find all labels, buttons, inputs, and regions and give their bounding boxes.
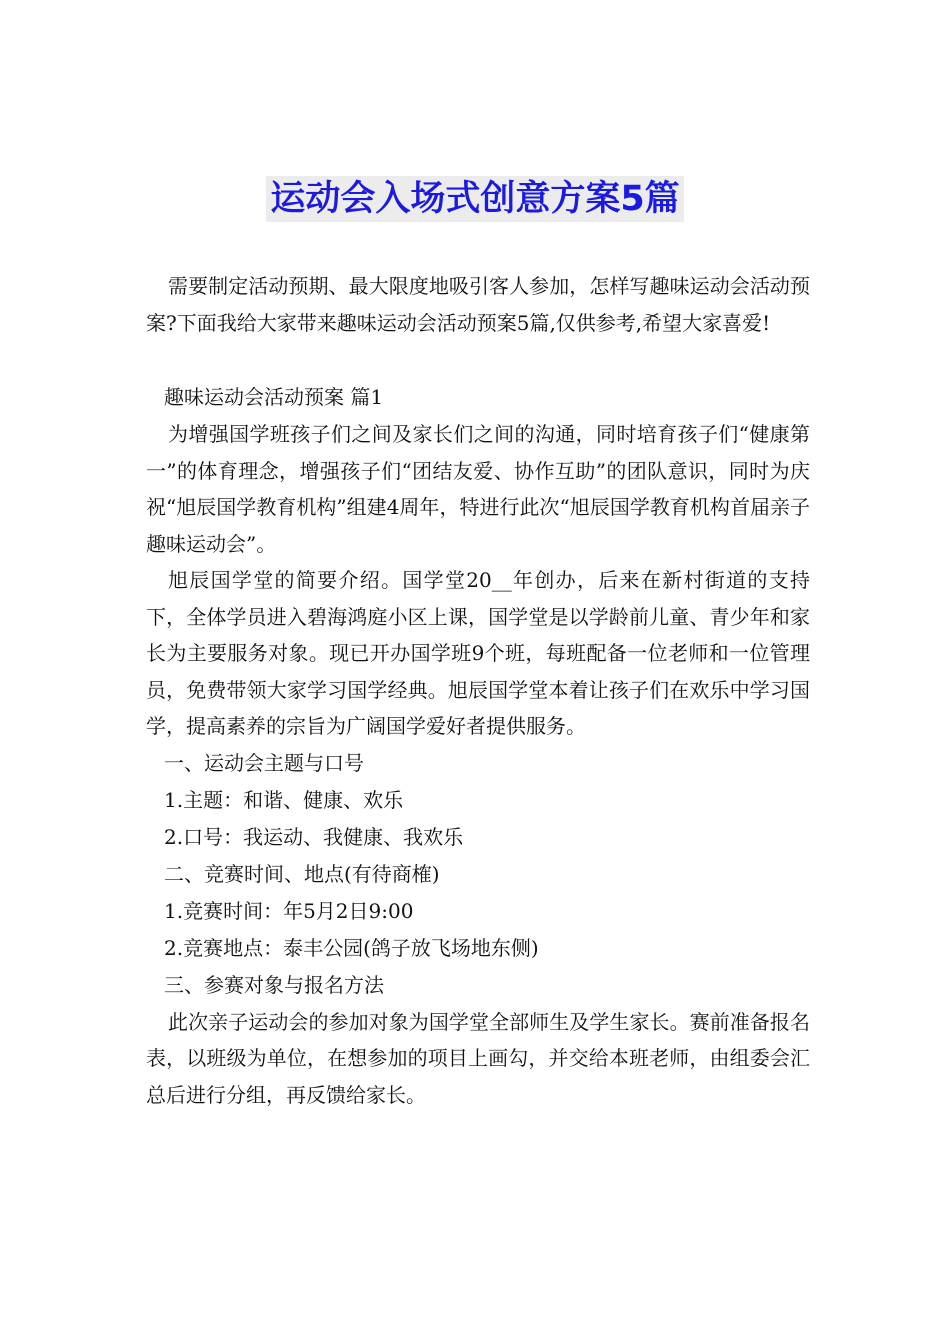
spacer — [146, 341, 810, 379]
heading-3: 三、参赛对象与报名方法 — [164, 972, 384, 997]
heading-1: 一、运动会主题与口号 — [164, 750, 364, 775]
title-wrap — [0, 176, 950, 222]
paragraph-2: 旭辰国学堂的简要介绍。国学堂20__年创办，后来在新村街道的支持下，全体学员进入碧海鸿庭小区上课，国学堂是以学龄前儿童、青少年和家长为主要服务对象。现已开办国学班9个班，每班配备一位老师和一位管理员，免费带领大家学习国学经典。旭辰国学堂本着让孩子们在欢乐中学习国学，提高素养的宗旨为广阔国学爱好者提供服务。 — [146, 568, 810, 738]
heading-1-item-1: 1.主题：和谐、健康、欢乐 — [164, 787, 404, 812]
heading-2: 二、竞赛时间、地点(有待商榷) — [164, 861, 440, 886]
paragraph-1: 为增强国学班孩子们之间及家长们之间的沟通，同时培育孩子们“健康第一”的体育理念，增强孩子们“团结友爱、协作互助”的团队意识，同时为庆祝“旭辰国学教育机构”组建4周年，特进行此次“旭辰国学教育机构首届亲子趣味运动会”。 — [146, 422, 810, 556]
heading-2-item-2: 2.竞赛地点：泰丰公园(鸽子放飞场地东侧) — [164, 935, 539, 960]
document-body — [146, 268, 810, 1113]
intro-paragraph: 需要制定活动预期、最大限度地吸引客人参加，怎样写趣味运动会活动预案?下面我给大家带来趣味运动会活动预案5篇,仅供参考,希望大家喜爱! — [146, 274, 810, 335]
heading-2-item-1: 1.竞赛时间：年5月2日9:00 — [164, 898, 414, 923]
heading-1-item-2: 2.口号：我运动、我健康、我欢乐 — [164, 824, 464, 849]
section-title: 趣味运动会活动预案 篇1 — [164, 385, 384, 409]
paragraph-3: 此次亲子运动会的参加对象为国学堂全部师生及学生家长。赛前准备报名表，以班级为单位，在想参加的项目上画勾，并交给本班老师，由组委会汇总后进行分组，再反馈给家长。 — [146, 1009, 810, 1107]
document-title: 运动会入场式创意方案5篇 — [266, 176, 683, 222]
